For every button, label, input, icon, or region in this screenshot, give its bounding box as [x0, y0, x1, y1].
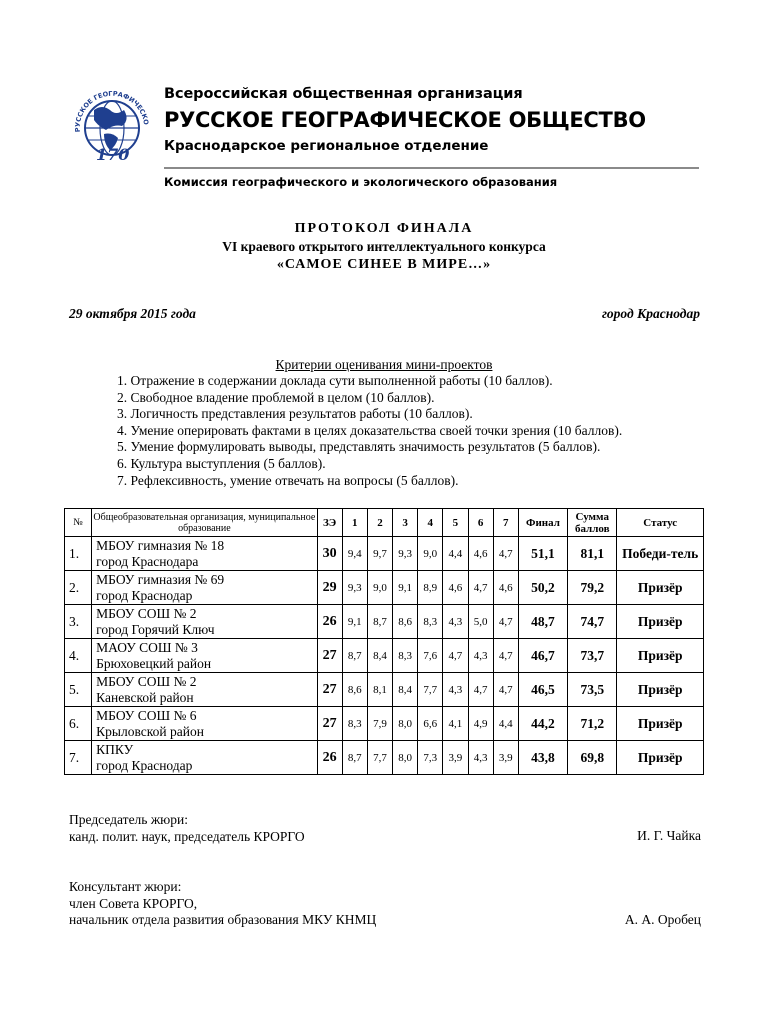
row-score: 8,3 [393, 639, 418, 673]
table-header-row [65, 509, 704, 537]
criteria-item: 3. Логичность представления результатов работы (10 баллов). [117, 406, 473, 422]
row-num: 7. [65, 741, 92, 775]
row-score: 5,0 [468, 605, 493, 639]
row-score: 7,6 [418, 639, 443, 673]
row-score: 8,3 [418, 605, 443, 639]
criteria-item: 1. Отражение в содержании доклада сути выполненной работы (10 баллов). [117, 373, 553, 388]
row-final: 46,7 [518, 639, 567, 673]
row-score: 8,6 [393, 605, 418, 639]
row-score: 8,4 [393, 673, 418, 707]
row-score: 9,0 [418, 537, 443, 571]
header-c1: 1 [342, 509, 367, 537]
row-final: 43,8 [518, 741, 567, 775]
row-org [92, 605, 317, 639]
chair-title: канд. полит. наук, председатель КРОРГО [69, 828, 305, 844]
row-score: 8,7 [367, 605, 392, 639]
row-score: 4,6 [443, 571, 468, 605]
row-score: 8,0 [393, 741, 418, 775]
row-status: Призёр [617, 673, 704, 707]
criteria-item: 7. Рефлексивность, умение отвечать на вопросы (5 баллов). [117, 472, 459, 488]
row-score: 8,7 [342, 741, 367, 775]
criteria-list [117, 373, 622, 489]
row-score: 4,6 [493, 571, 518, 605]
table-row [65, 571, 704, 605]
table-row [65, 605, 704, 639]
row-final: 50,2 [518, 571, 567, 605]
svg-text:РУССКОЕ ГЕОГРАФИЧЕСКОЕ ОБЩЕСТВ: РУССКОЕ ГЕОГРАФИЧЕСКО [73, 89, 151, 133]
row-score: 6,6 [418, 707, 443, 741]
row-org-name: МБОУ гимназия № 69 [96, 571, 225, 587]
row-sum: 81,1 [568, 537, 617, 571]
row-score: 8,9 [418, 571, 443, 605]
row-score: 4,3 [443, 605, 468, 639]
row-score: 9,7 [367, 537, 392, 571]
header-sum: Сумма баллов [568, 509, 617, 537]
table-row [65, 673, 704, 707]
row-ze: 30 [317, 537, 342, 571]
row-score: 8,4 [367, 639, 392, 673]
table-row [65, 639, 704, 673]
row-ze: 27 [317, 639, 342, 673]
table-body [65, 537, 704, 775]
svg-text:170: 170 [96, 145, 130, 164]
row-ze: 29 [317, 571, 342, 605]
chair-name: И. Г. Чайка [637, 828, 701, 843]
chair-block [69, 812, 305, 845]
row-status: Призёр [617, 639, 704, 673]
row-score: 4,6 [468, 537, 493, 571]
table-row [65, 741, 704, 775]
consultant-block [69, 879, 376, 929]
row-score: 4,7 [468, 571, 493, 605]
row-score: 9,3 [393, 537, 418, 571]
row-num: 2. [65, 571, 92, 605]
header-c6: 6 [468, 509, 493, 537]
row-score: 8,6 [342, 673, 367, 707]
org-name-main: РУССКОЕ ГЕОГРАФИЧЕСКОЕ ОБЩЕСТВО [164, 108, 646, 132]
row-score: 4,7 [443, 639, 468, 673]
protocol-title: ПРОТОКОЛ ФИНАЛА [294, 221, 474, 236]
consultant-name: А. А. Оробец [624, 912, 701, 927]
table-row [65, 537, 704, 571]
header-c5: 5 [443, 509, 468, 537]
row-score: 4,4 [443, 537, 468, 571]
row-score: 4,7 [493, 639, 518, 673]
row-org [92, 537, 317, 571]
row-num: 3. [65, 605, 92, 639]
results-table [64, 508, 704, 775]
criteria-item: 5. Умение формулировать выводы, представлять значимость результатов (5 баллов). [117, 439, 601, 455]
row-org-area: Каневской район [96, 689, 194, 705]
row-score: 7,7 [367, 741, 392, 775]
criteria-item: 2. Свободное владение проблемой в целом (10 баллов). [117, 389, 435, 405]
row-score: 9,0 [367, 571, 392, 605]
globe-icon [66, 80, 158, 172]
row-score: 4,4 [493, 707, 518, 741]
row-num: 1. [65, 537, 92, 571]
row-org [92, 639, 317, 673]
row-score: 3,9 [443, 741, 468, 775]
row-score: 9,1 [393, 571, 418, 605]
row-ze: 27 [317, 707, 342, 741]
row-score: 9,4 [342, 537, 367, 571]
protocol-date: 29 октября 2015 года [69, 306, 196, 321]
row-score: 4,7 [468, 673, 493, 707]
row-score: 4,9 [468, 707, 493, 741]
row-score: 4,7 [493, 673, 518, 707]
header-c7: 7 [493, 509, 518, 537]
table-row [65, 707, 704, 741]
row-status: Призёр [617, 741, 704, 775]
criteria-item: 6. Культура выступления (5 баллов). [117, 455, 326, 471]
row-ze: 26 [317, 605, 342, 639]
row-org-name: МБОУ гимназия № 18 [96, 537, 225, 553]
commission-name: Комиссия географического и экологического образования [164, 175, 558, 189]
row-sum: 74,7 [568, 605, 617, 639]
row-sum: 73,7 [568, 639, 617, 673]
row-num: 5. [65, 673, 92, 707]
row-score: 8,1 [367, 673, 392, 707]
row-ze: 26 [317, 741, 342, 775]
row-score: 4,3 [443, 673, 468, 707]
contest-subtitle: VI краевого открытого интеллектуального конкурса [222, 239, 546, 254]
row-org [92, 571, 317, 605]
row-score: 8,3 [342, 707, 367, 741]
row-status: Призёр [617, 605, 704, 639]
row-score: 7,9 [367, 707, 392, 741]
consultant-title-2: начальник отдела развития образования МКУ КНМЦ [69, 912, 377, 928]
header-divider [164, 167, 699, 169]
org-name-line1: Всероссийская общественная организация [164, 86, 523, 102]
row-org-area: город Горячий Ключ [96, 621, 215, 637]
row-org-name: МБОУ СОШ № 6 [96, 707, 197, 723]
row-score: 8,0 [393, 707, 418, 741]
consultant-title-1: член Совета КРОРГО, [69, 895, 198, 911]
row-num: 4. [65, 639, 92, 673]
row-org [92, 707, 317, 741]
criteria-title: Критерии оценивания мини-проектов [275, 357, 493, 372]
contest-name: «САМОЕ СИНЕЕ В МИРЕ…» [276, 257, 492, 272]
protocol-city: город Краснодар [601, 306, 700, 321]
row-score: 7,3 [418, 741, 443, 775]
row-sum: 71,2 [568, 707, 617, 741]
header-ze: ЗЭ [317, 509, 342, 537]
row-org-area: город Краснодара [96, 553, 199, 569]
row-org-area: город Краснодар [96, 587, 193, 603]
row-sum: 69,8 [568, 741, 617, 775]
row-org [92, 673, 317, 707]
row-score: 4,7 [493, 537, 518, 571]
row-status: Призёр [617, 571, 704, 605]
header-c3: 3 [393, 509, 418, 537]
row-score: 8,7 [342, 639, 367, 673]
row-num: 6. [65, 707, 92, 741]
header-c4: 4 [418, 509, 443, 537]
row-org-name: КПКУ [96, 741, 134, 757]
row-score: 4,3 [468, 639, 493, 673]
row-final: 46,5 [518, 673, 567, 707]
header-org: Общеобразовательная организация, муниципальное образование [92, 509, 317, 537]
row-org-name: МБОУ СОШ № 2 [96, 673, 197, 689]
criteria-item: 4. Умение оперировать фактами в целях доказательства своей точки зрения (10 баллов). [117, 422, 623, 438]
org-branch: Краснодарское региональное отделение [164, 138, 489, 154]
row-sum: 73,5 [568, 673, 617, 707]
row-org-name: МАОУ СОШ № 3 [96, 639, 198, 655]
row-org-area: Крыловской район [96, 723, 204, 739]
row-score: 9,1 [342, 605, 367, 639]
header-c2: 2 [367, 509, 392, 537]
rgo-logo [66, 80, 158, 172]
row-org [92, 741, 317, 775]
row-sum: 79,2 [568, 571, 617, 605]
row-ze: 27 [317, 673, 342, 707]
row-score: 4,7 [493, 605, 518, 639]
row-final: 44,2 [518, 707, 567, 741]
row-score: 7,7 [418, 673, 443, 707]
row-status: Победи-тель [617, 537, 704, 571]
row-org-area: Брюховецкий район [96, 655, 212, 671]
header-num: № [65, 509, 92, 537]
row-score: 4,3 [468, 741, 493, 775]
row-score: 4,1 [443, 707, 468, 741]
row-final: 51,1 [518, 537, 567, 571]
row-score: 9,3 [342, 571, 367, 605]
header-final: Финал [518, 509, 567, 537]
row-org-name: МБОУ СОШ № 2 [96, 605, 197, 621]
row-status: Призёр [617, 707, 704, 741]
row-final: 48,7 [518, 605, 567, 639]
header-status: Статус [617, 509, 704, 537]
row-org-area: город Краснодар [96, 757, 193, 773]
consultant-label: Консультант жюри: [69, 879, 182, 894]
row-score: 3,9 [493, 741, 518, 775]
chair-label: Председатель жюри: [69, 812, 188, 827]
